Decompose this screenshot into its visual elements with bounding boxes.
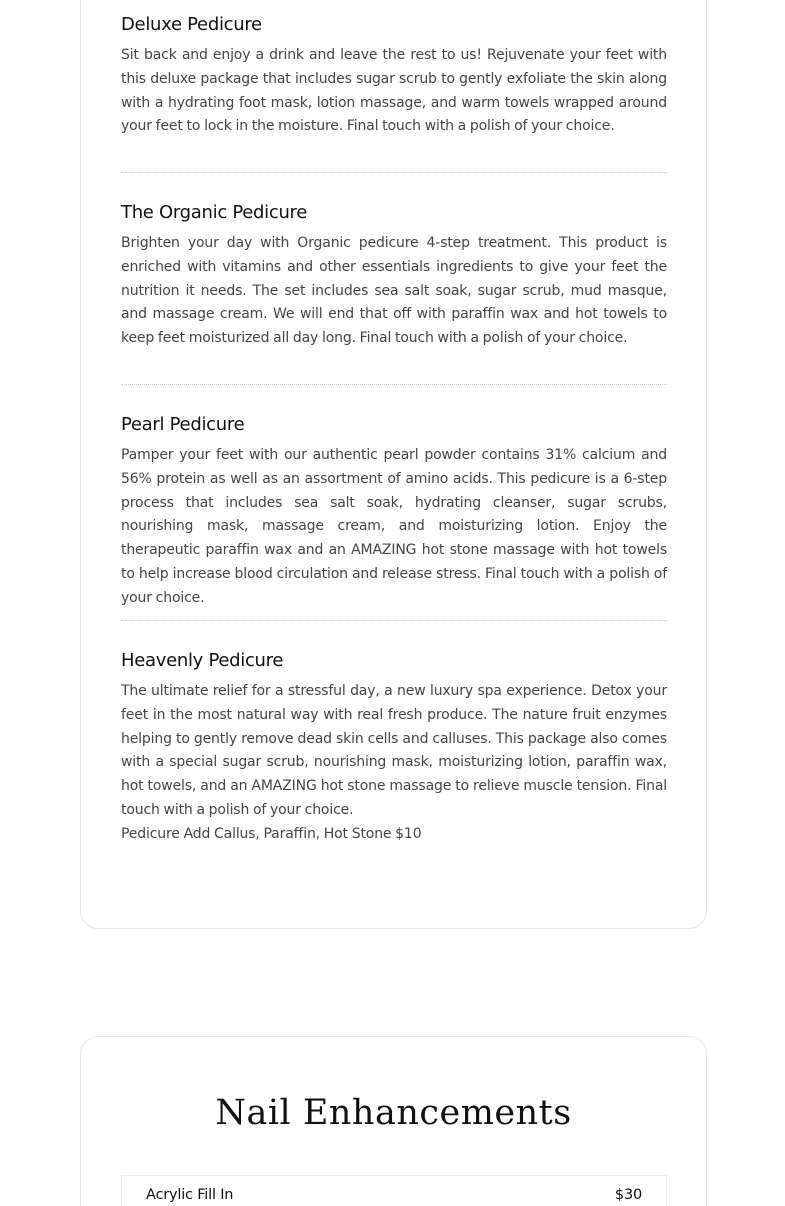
service-divider [121,620,667,621]
price-row-acrylic-fill-in [121,1175,667,1206]
service-deluxe-pedicure [121,13,667,139]
pedicure-services-card [80,0,707,929]
service-description: Pamper your feet with our authentic pearl powder contains 31% calcium and 56% protein as well as an assortment of amino acids. This pedicure is a 6-step process that includes sea salt soak, hydrating cleanser, sugar scrubs, nourishing mask, massage cream, and moisturizing lotion. Enjoy the therapeutic paraffin wax and an AMAZING hot stone massage with hot towels to help increase blood circulation and release stress. Final touch with a polish of your choice. [121,447,667,606]
service-title: The Organic Pedicure [121,202,308,223]
service-divider [121,384,667,385]
service-title: Heavenly Pedicure [121,650,284,671]
service-description: The ultimate relief for a stressful day, a new luxury spa experience. Detox your feet in the most natural way with real fresh produce. The nature fruit enzymes helping to gently remove dead skin cells and calluses. This package also comes with a special sugar scrub, nourishing mask, moisturizing lotion, paraffin wax, hot towels, and an AMAZING hot stone massage to relieve muscle tension. Final touch with a polish of your choice. [121,683,667,818]
service-title: Pearl Pedicure [121,414,245,435]
price-item-name: Acrylic Fill In [146,1187,234,1203]
service-description: Brighten your day with Organic pedicure 4-step treatment. This product is enriched with vitamins and other essentials ingredients to give your feet the nutrition it needs. The set includes sea salt soak, sugar scrub, mud masque, and massage cream. We will end that off with paraffin wax and hot towels to keep feet moisturized all day long. Final touch with a polish of your choice. [121,235,667,347]
service-title: Deluxe Pedicure [121,14,262,35]
section-heading: Nail Enhancements [215,1093,572,1133]
service-description: Sit back and enjoy a drink and leave the rest to us! Rejuvenate your feet with this deluxe package that includes sugar scrub to gently exfoliate the skin along with a hydrating foot mask, lotion massage, and warm towels wrapped around your feet to lock in the moisture. Final touch with a polish of your choice. [121,47,667,135]
service-organic-pedicure [121,201,667,351]
service-addon-note: Pedicure Add Callus, Paraffin, Hot Stone $10 [121,825,422,842]
price-item-price: $30 [614,1187,642,1203]
service-heavenly-pedicure [121,649,667,847]
service-divider [121,172,667,173]
service-pearl-pedicure [121,413,667,611]
nail-enhancements-card [80,1036,707,1206]
